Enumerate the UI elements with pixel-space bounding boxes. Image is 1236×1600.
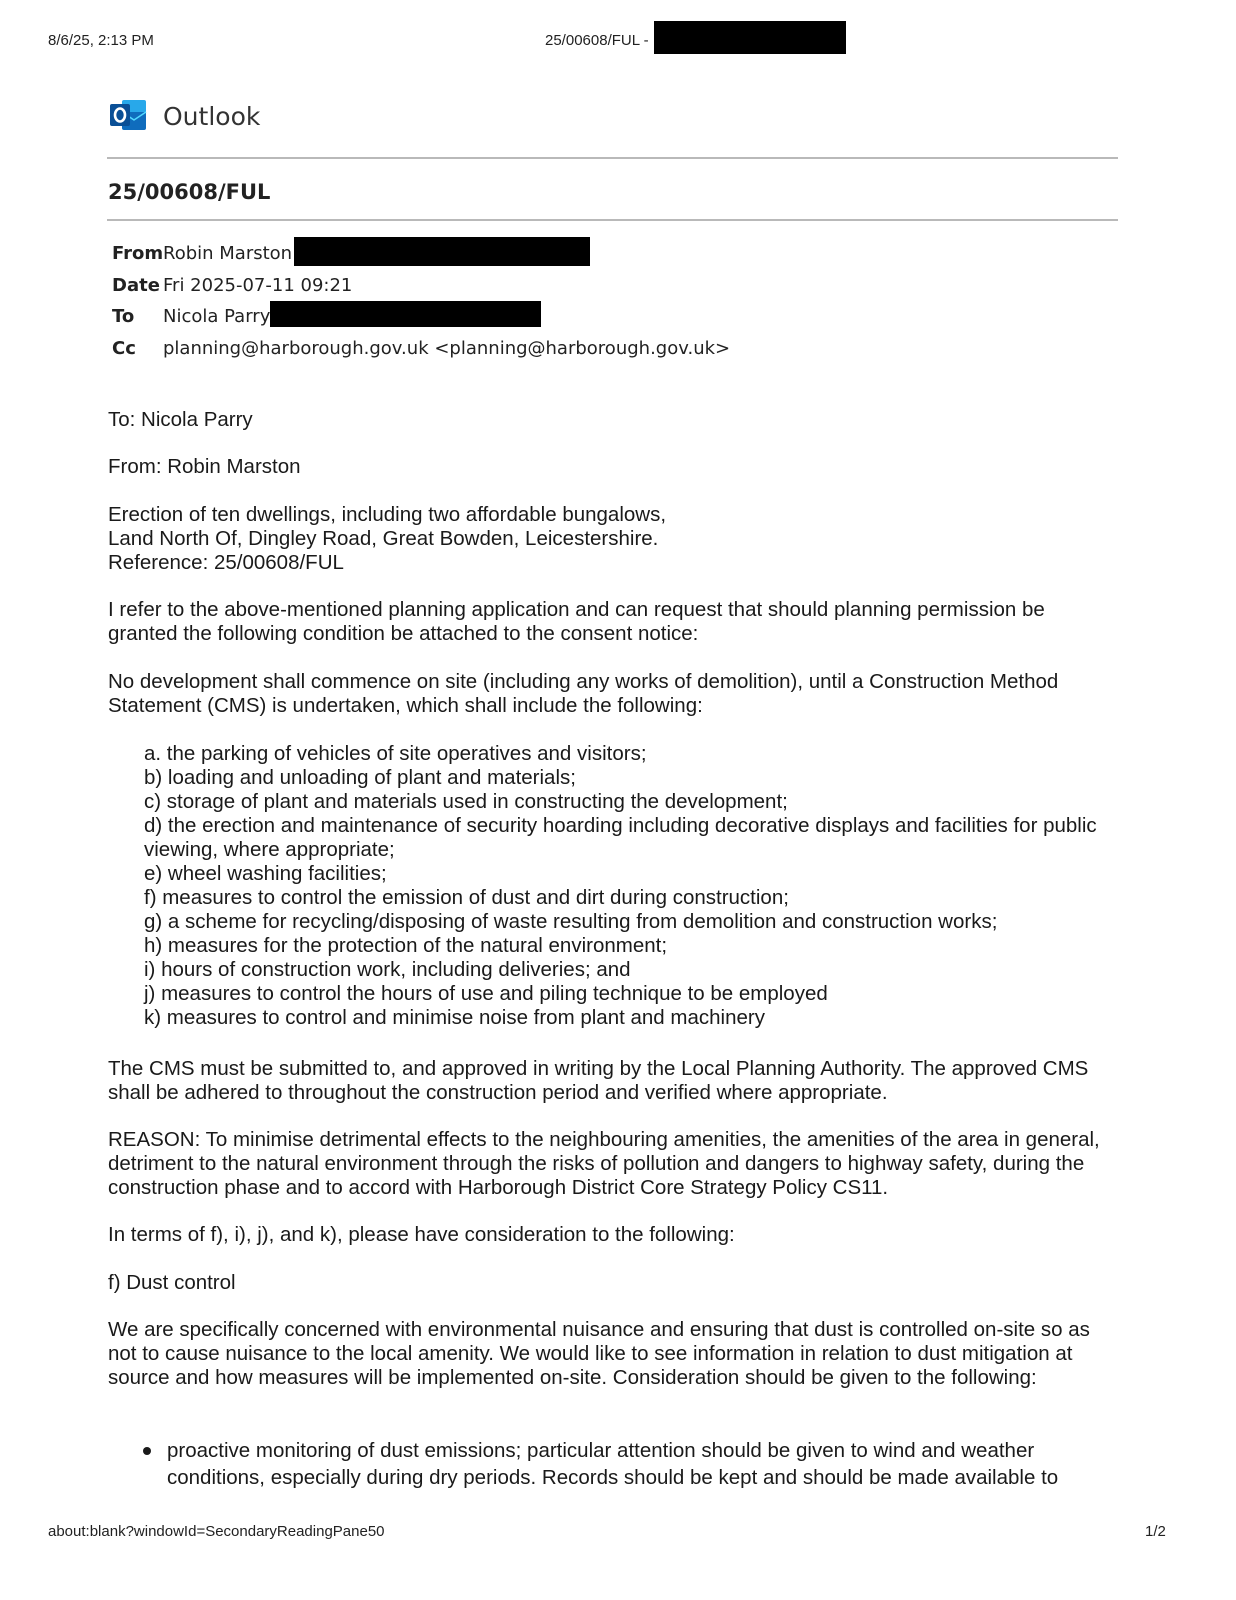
dust-heading: f) Dust control	[108, 1271, 236, 1294]
outlook-logo-icon	[110, 98, 148, 132]
meta-cc-row	[112, 338, 730, 359]
terms-paragraph: In terms of f), i), j), and k), please have consideration to the following:	[108, 1223, 735, 1246]
meta-to-row	[112, 306, 270, 327]
divider	[107, 157, 1118, 159]
redaction-box	[270, 301, 541, 327]
body-to-line: To: Nicola Parry	[108, 408, 253, 431]
cms-paragraph: The CMS must be submitted to, and approved in writing by the Local Planning Authority. The approved CMS shall be adhered to throughout the construction period and verified where appropriate.	[108, 1057, 1089, 1104]
list-item: c) storage of plant and materials used in constructing the development;	[144, 790, 788, 813]
email-subject: 25/00608/FUL	[108, 180, 271, 204]
meta-from-label: From	[112, 243, 164, 264]
redaction-box	[654, 21, 846, 54]
meta-cc-value[interactable]: planning@harborough.gov.uk <planning@harborough.gov.uk>	[163, 338, 731, 359]
condition-paragraph: No development shall commence on site (including any works of demolition), until a Construction Method Statement (CMS) is undertaken, which shall include the following:	[108, 670, 1059, 717]
print-page-number: 1/2	[1145, 1523, 1166, 1540]
list-item: d) the erection and maintenance of security hoarding including decorative displays and facilities for public viewing, where appropriate;	[144, 814, 1097, 861]
bullet-text: proactive monitoring of dust emissions; particular attention should be given to wind and weather conditions, especially during dry periods. Records should be kept and should be made available to	[167, 1439, 1059, 1489]
meta-to-value[interactable]: Nicola Parry	[163, 306, 271, 327]
dust-bullet-list	[140, 1437, 1125, 1491]
condition-list	[144, 742, 1119, 1030]
project-line: Erection of ten dwellings, including two affordable bungalows,	[108, 503, 667, 526]
intro-paragraph: I refer to the above-mentioned planning application and can request that should planning permission be granted the following condition be attached to the consent notice:	[108, 598, 1045, 645]
meta-from-row	[112, 243, 292, 264]
list-item: k) measures to control and minimise noise from plant and machinery	[144, 1006, 765, 1029]
reason-paragraph: REASON: To minimise detrimental effects to the neighbouring amenities, the amenities of the area in general, detriment to the natural environment through the risks of pollution and dangers to highway safety, during the construction phase and to accord with Harborough District Core Strategy Policy CS11.	[108, 1128, 1100, 1199]
meta-date-row	[112, 275, 352, 296]
meta-from-value[interactable]: Robin Marston	[163, 243, 293, 264]
list-item: b) loading and unloading of plant and materials;	[144, 766, 576, 789]
meta-date-label: Date	[112, 275, 160, 296]
meta-to-label: To	[112, 306, 135, 327]
meta-date-value: Fri 2025-07-11 09:21	[163, 275, 353, 296]
redaction-box	[294, 237, 590, 266]
list-item: f) measures to control the emission of dust and dirt during construction;	[144, 886, 789, 909]
list-item: h) measures for the protection of the natural environment;	[144, 934, 668, 957]
app-name: Outlook	[163, 102, 261, 131]
list-item: i) hours of construction work, including deliveries; and	[144, 958, 631, 981]
print-footer-url: about:blank?windowId=SecondaryReadingPane50	[48, 1523, 385, 1540]
print-datetime: 8/6/25, 2:13 PM	[48, 32, 154, 49]
list-item	[140, 1437, 1125, 1491]
list-item: e) wheel washing facilities;	[144, 862, 387, 885]
project-line: Land North Of, Dingley Road, Great Bowden, Leicestershire.	[108, 527, 659, 550]
dust-paragraph: We are specifically concerned with environmental nuisance and ensuring that dust is controlled on-site so as not to cause nuisance to the local amenity. We would like to see information in relation to dust mitigation at source and how measures will be implemented on-site. Consideration should be given to the following:	[108, 1318, 1090, 1389]
print-title: 25/00608/FUL -	[545, 32, 649, 49]
project-line: Reference: 25/00608/FUL	[108, 551, 344, 574]
project-block	[108, 503, 1118, 575]
list-item: j) measures to control the hours of use and piling technique to be employed	[144, 982, 828, 1005]
divider	[107, 219, 1118, 221]
list-item: g) a scheme for recycling/disposing of waste resulting from demolition and construction works;	[144, 910, 998, 933]
bullet-icon	[143, 1447, 151, 1455]
list-item: a. the parking of vehicles of site operatives and visitors;	[144, 742, 647, 765]
body-from-line: From: Robin Marston	[108, 455, 301, 478]
meta-cc-label: Cc	[112, 338, 136, 359]
